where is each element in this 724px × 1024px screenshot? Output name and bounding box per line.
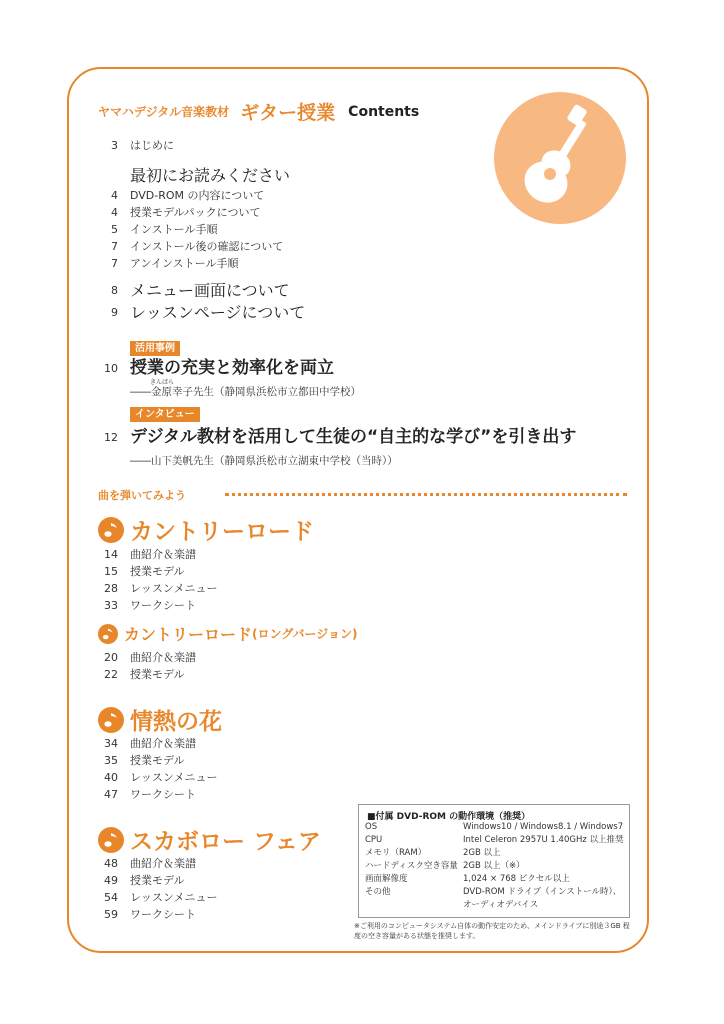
- toc-entry: ワークシート: [130, 908, 196, 921]
- page-number: 34: [104, 737, 118, 750]
- page-number: 10: [104, 362, 118, 375]
- toc-entry: レッスンメニュー: [130, 771, 218, 784]
- toc-entry: アンインストール手順: [130, 257, 239, 270]
- page-number: 7: [111, 257, 118, 270]
- toc-entry: 授業モデルパックについて: [130, 206, 261, 219]
- requirement-key: 画面解像度: [365, 874, 408, 884]
- toc-entry: ワークシート: [130, 788, 196, 801]
- page-number: 48: [104, 857, 118, 870]
- case-ruby: きんばら: [150, 379, 175, 386]
- requirements-note: 度の空き容量がある状態を推奨します。: [354, 932, 480, 940]
- case-credit: ――金原幸子先生（静岡県浜松市立都田中学校）: [130, 386, 361, 398]
- song-title: 情熱の花: [130, 709, 222, 735]
- page-number: 22: [104, 668, 118, 681]
- song-heading: [98, 513, 314, 546]
- toc-entry: 授業モデル: [130, 874, 185, 887]
- page-number: 35: [104, 754, 118, 767]
- toc-entry: 授業モデル: [130, 565, 185, 578]
- requirement-value: Windows10 / Windows8.1 / Windows7: [463, 822, 624, 832]
- requirement-value: 2GB 以上（※）: [463, 861, 525, 871]
- page-number: 33: [104, 599, 118, 612]
- interview-title: デジタル教材を活用して生徒の“自主的な学び”を引き出す: [130, 427, 577, 447]
- toc-entry: 曲紹介＆楽譜: [130, 737, 196, 750]
- music-note-icon: [98, 827, 124, 853]
- toc-entry: はじめに: [130, 139, 174, 152]
- requirement-key: その他: [365, 887, 391, 897]
- page-number: 8: [111, 284, 118, 297]
- requirement-value: Intel Celeron 2957U 1.40GHz 以上推奨: [463, 835, 624, 845]
- song-heading: [98, 622, 358, 645]
- case-tag: 活用事例: [130, 341, 180, 356]
- requirement-key: ハードディスク空き容量: [365, 861, 458, 871]
- song-subtitle: (ロングバージョン): [252, 627, 358, 641]
- requirements-note: ※ご利用のコンピュータシステム自体の動作安定のため、メインドライブに別途３GB 程: [354, 922, 630, 930]
- requirement-key: OS: [365, 822, 378, 832]
- page-number: 4: [111, 206, 118, 219]
- page-number: 4: [111, 189, 118, 202]
- page-number: 20: [104, 651, 118, 664]
- requirements-title: ■付属 DVD-ROM の動作環境（推奨）: [367, 812, 531, 822]
- requirement-value: オーディオデバイス: [463, 900, 539, 910]
- toc-entry: 曲紹介＆楽譜: [130, 548, 196, 561]
- page-number: 59: [104, 908, 118, 921]
- page-number: 49: [104, 874, 118, 887]
- music-note-icon: [98, 517, 124, 543]
- page-number: 7: [111, 240, 118, 253]
- system-requirements-box: [358, 804, 630, 918]
- page-number: 40: [104, 771, 118, 784]
- interview-credit: ――山下美帆先生（静岡県浜松市立湖東中学校（当時））: [130, 455, 398, 467]
- toc-entry: レッスンメニュー: [130, 891, 218, 904]
- requirement-value: 2GB 以上: [463, 848, 501, 858]
- case-title: 授業の充実と効率化を両立: [130, 358, 334, 378]
- dotted-rule: [225, 493, 627, 496]
- toc-entry: 曲紹介＆楽譜: [130, 651, 196, 664]
- toc-entry: レッスンページについて: [130, 303, 306, 322]
- toc-entry: インストール手順: [130, 223, 218, 236]
- song-heading: [98, 703, 222, 736]
- page-number: 15: [104, 565, 118, 578]
- toc-entry: インストール後の確認について: [130, 240, 284, 253]
- page-number: 47: [104, 788, 118, 801]
- header: [98, 98, 419, 125]
- page-number: 28: [104, 582, 118, 595]
- page-number: 12: [104, 431, 118, 444]
- toc-entry: 授業モデル: [130, 754, 185, 767]
- page-number: 3: [111, 139, 118, 152]
- page-number: 14: [104, 548, 118, 561]
- page-number: 9: [111, 306, 118, 319]
- page-number: 54: [104, 891, 118, 904]
- music-note-icon: [98, 707, 124, 733]
- toc-entry: 授業モデル: [130, 668, 185, 681]
- requirement-value: 1,024 × 768 ピクセル以上: [463, 874, 570, 884]
- toc-entry: 曲紹介＆楽譜: [130, 857, 196, 870]
- section-heading: 最初にお読みください: [130, 166, 291, 185]
- songs-section-label: 曲を弾いてみよう: [98, 489, 186, 502]
- requirement-key: メモリ（RAM）: [365, 848, 427, 858]
- toc-entry: ワークシート: [130, 599, 196, 612]
- toc-entry: レッスンメニュー: [130, 582, 218, 595]
- interview-tag: インタビュー: [130, 407, 200, 422]
- contents-label: Contents: [348, 103, 420, 120]
- requirement-value: DVD-ROM ドライブ（インストール時）、: [463, 887, 622, 897]
- music-note-icon: [98, 624, 118, 644]
- toc-entry: メニュー画面について: [130, 281, 290, 300]
- series-name: ヤマハデジタル音楽教材: [98, 105, 230, 119]
- song-heading: [98, 823, 321, 856]
- toc-entry: DVD-ROM の内容について: [130, 189, 265, 202]
- guitar-logo: [494, 92, 626, 224]
- page-title: ギター授業: [240, 102, 336, 124]
- song-title: カントリーロード: [130, 519, 314, 545]
- guitar-icon: [494, 92, 626, 224]
- song-title: カントリーロード: [124, 625, 253, 644]
- song-title: スカボロー フェア: [130, 829, 321, 855]
- requirement-key: CPU: [365, 835, 383, 845]
- page-number: 5: [111, 223, 118, 236]
